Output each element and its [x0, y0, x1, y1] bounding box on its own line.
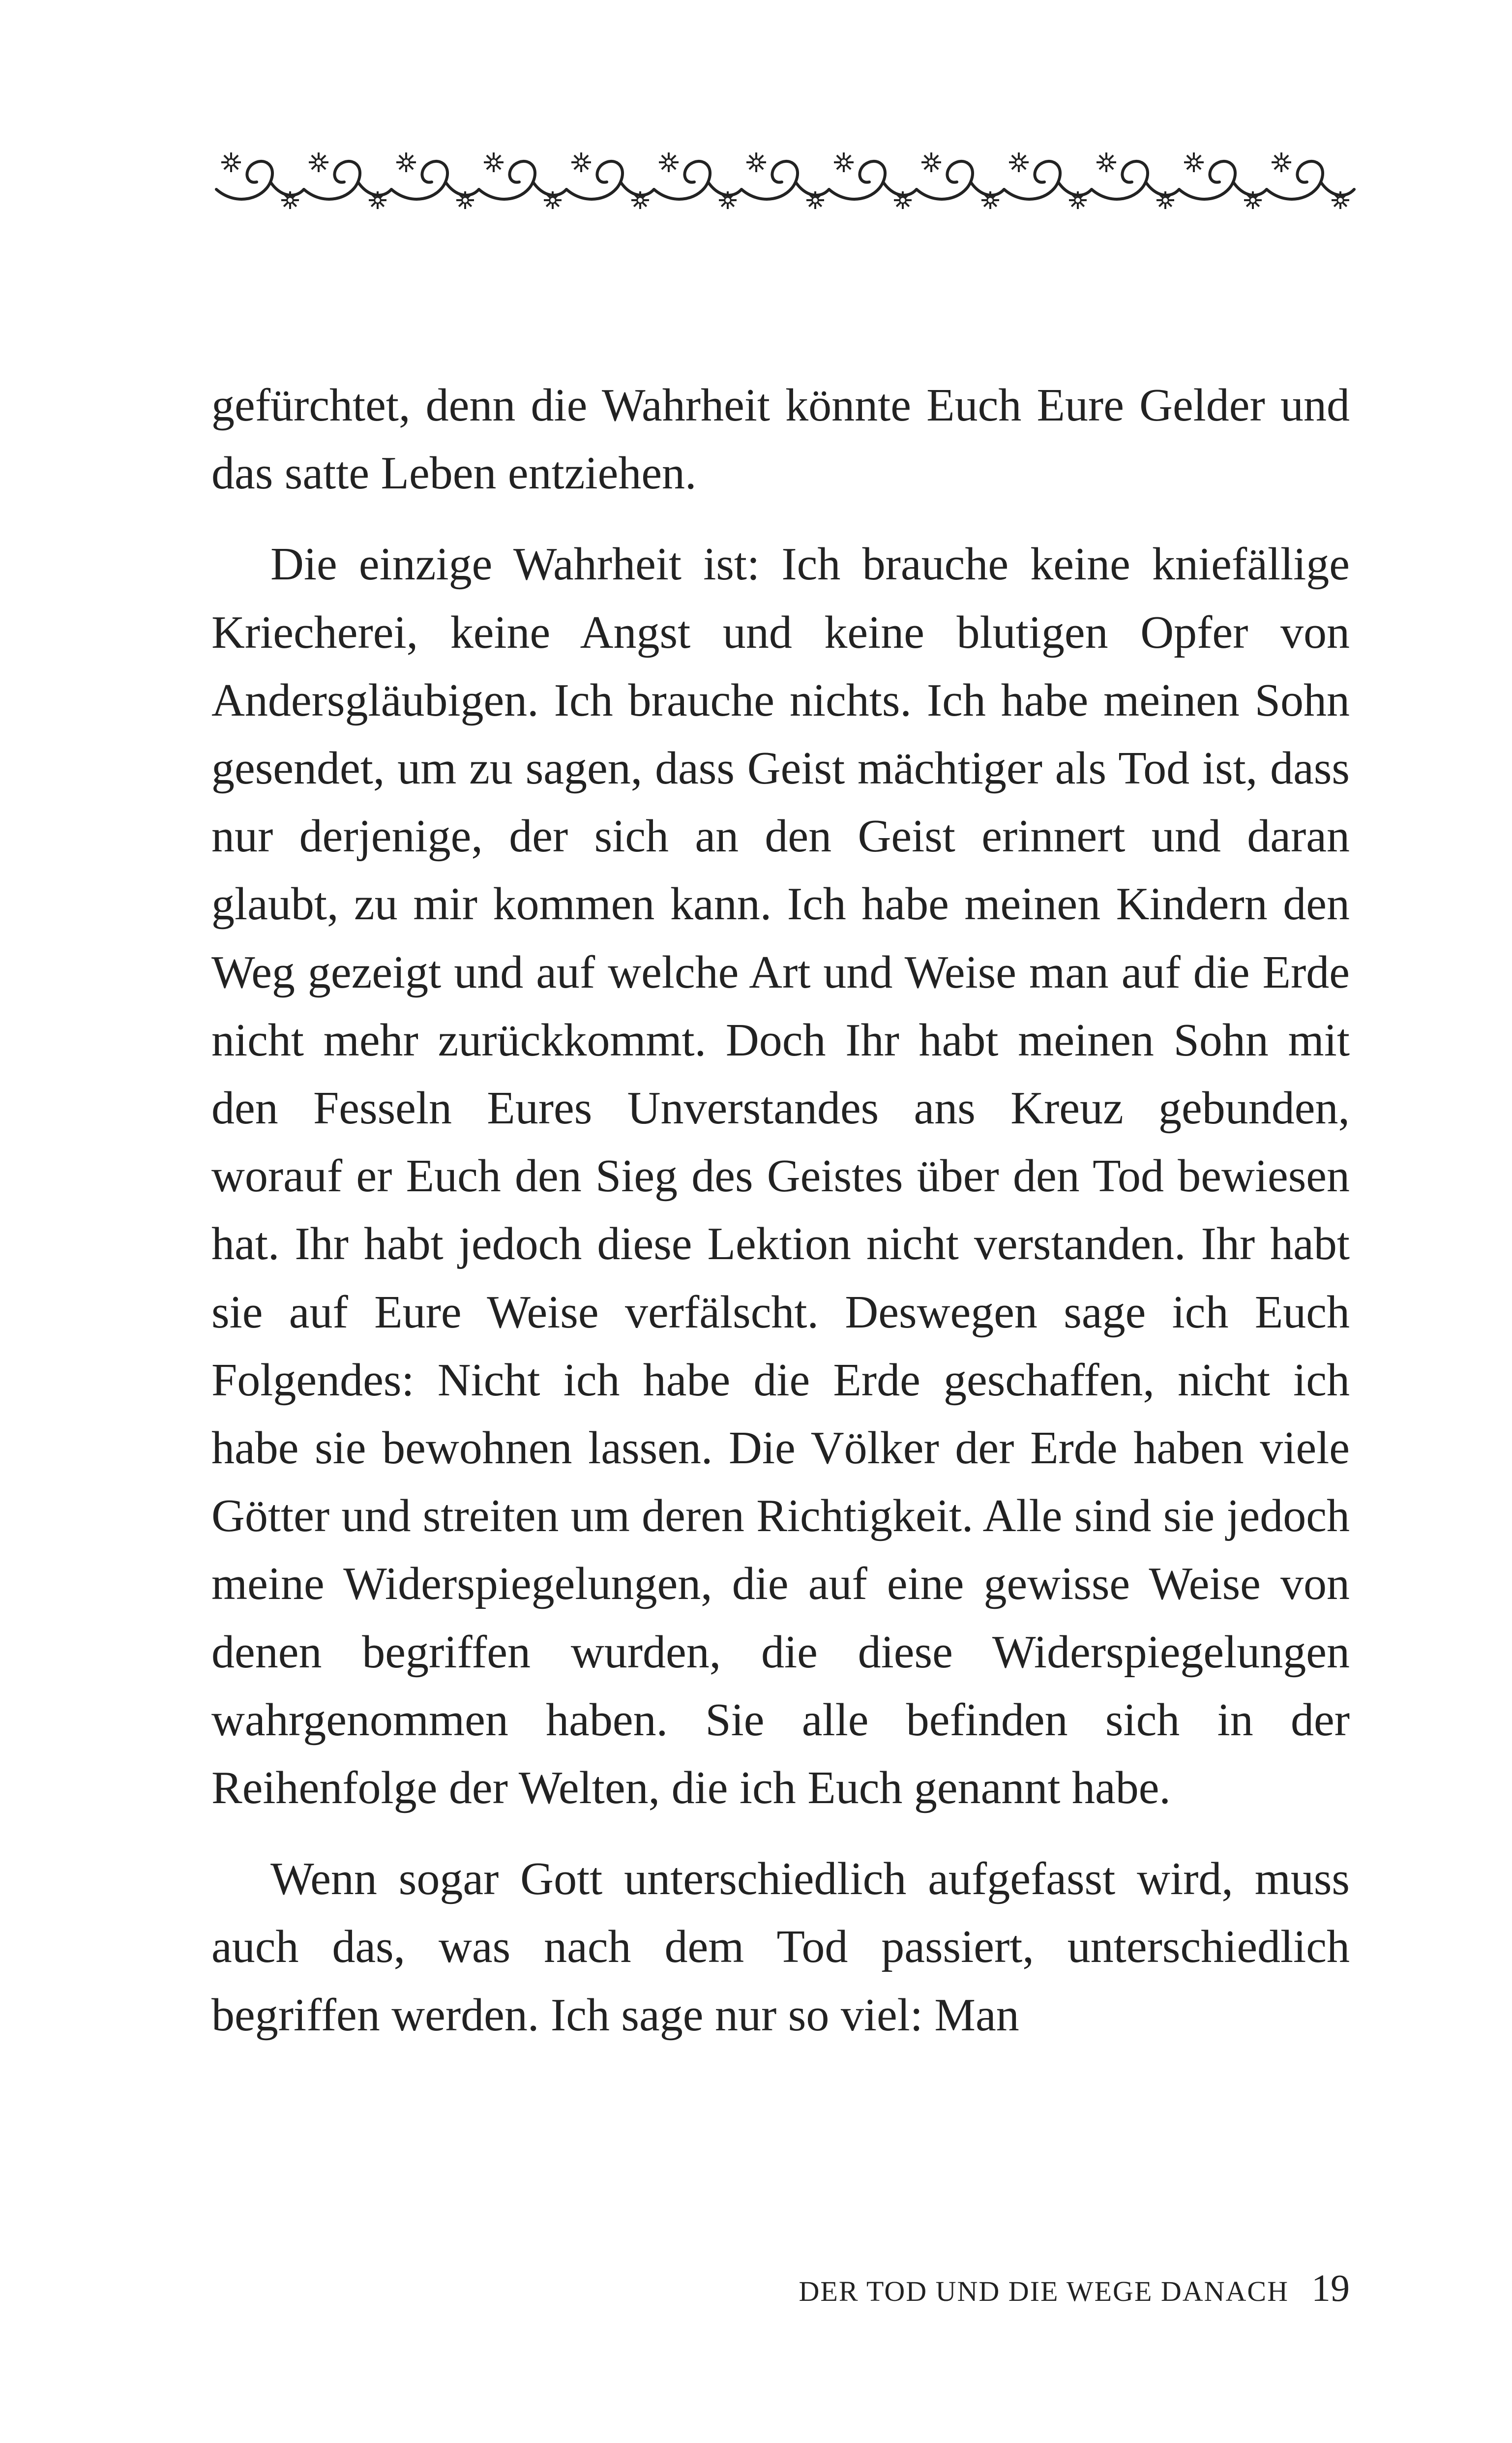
star-icon — [1332, 191, 1349, 209]
star-icon — [484, 152, 504, 172]
star-icon — [1156, 191, 1174, 209]
decorative-border-ornament — [211, 143, 1362, 216]
star-icon — [1009, 152, 1029, 172]
page-number: 19 — [1311, 2266, 1350, 2309]
paragraph-1: gefürchtet, denn die Wahrheit könnte Euch Eure Gelder und das satte Leben entziehen. — [211, 380, 1350, 499]
star-icon — [369, 191, 386, 209]
star-icon — [894, 191, 912, 209]
star-icon — [1069, 191, 1087, 209]
star-icon — [571, 152, 591, 172]
star-icon — [281, 191, 299, 209]
star-icon — [221, 152, 241, 172]
star-icon — [544, 191, 562, 209]
star-icon — [1272, 152, 1291, 172]
running-head: DER TOD UND DIE WEGE DANACH — [799, 2275, 1289, 2307]
star-icon — [631, 191, 649, 209]
star-icon — [1184, 152, 1204, 172]
star-icon — [834, 152, 854, 172]
star-icon — [309, 152, 328, 172]
page-footer — [799, 2266, 1350, 2310]
star-icon — [456, 191, 474, 209]
star-icon — [719, 191, 737, 209]
paragraph-2: Die einzige Wahrheit ist: Ich brauche keine kniefällige Kriecherei, keine Angst und keine blutigen Opfer von Andersgläubigen. Ich brauche nichts. Ich habe meinen Sohn gesendet, um zu sagen, dass Geist mächtiger als Tod ist, dass nur derjenige, der sich an den Geist erinnert und daran glaubt, zu mir kommen kann. Ich habe meinen Kindern den Weg gezeigt und auf welche Art und Weise man auf die Erde nicht mehr zurückkommt. Doch Ihr habt meinen Sohn mit den Fesseln Eures Unverstandes ans Kreuz gebunden, worauf er Euch den Sieg des Geistes über den Tod bewiesen hat. Ihr habt jedoch diese Lektion nicht verstanden. Ihr habt sie auf Eure Weise verfälscht. Deswegen sage ich Euch Folgendes: Nicht ich habe die Erde geschaffen, nicht ich habe sie bewohnen lassen. Die Völker der Erde haben viele Götter und streiten um deren Richtigkeit. Alle sind sie jedoch meine Widerspiegelungen, die auf eine gewisse Weise von denen begriffen wurden, die diese Widerspiegelungen wahrgenommen haben. Sie alle befinden sich in der Reihenfolge der Welten, die ich Euch genannt habe. — [211, 539, 1350, 1814]
star-icon — [981, 191, 999, 209]
star-icon — [659, 152, 679, 172]
star-icon — [806, 191, 824, 209]
star-icon — [921, 152, 941, 172]
paragraph-3: Wenn sogar Gott unterschiedlich aufgefasst wird, muss auch das, was nach dem Tod passiert, unterschiedlich begriffen werden. Ich sage nur so viel: Man — [211, 1853, 1350, 2041]
star-icon — [396, 152, 416, 172]
star-icon — [1244, 191, 1262, 209]
star-icon — [746, 152, 766, 172]
star-icon — [1097, 152, 1116, 172]
body-text — [211, 371, 1350, 2072]
